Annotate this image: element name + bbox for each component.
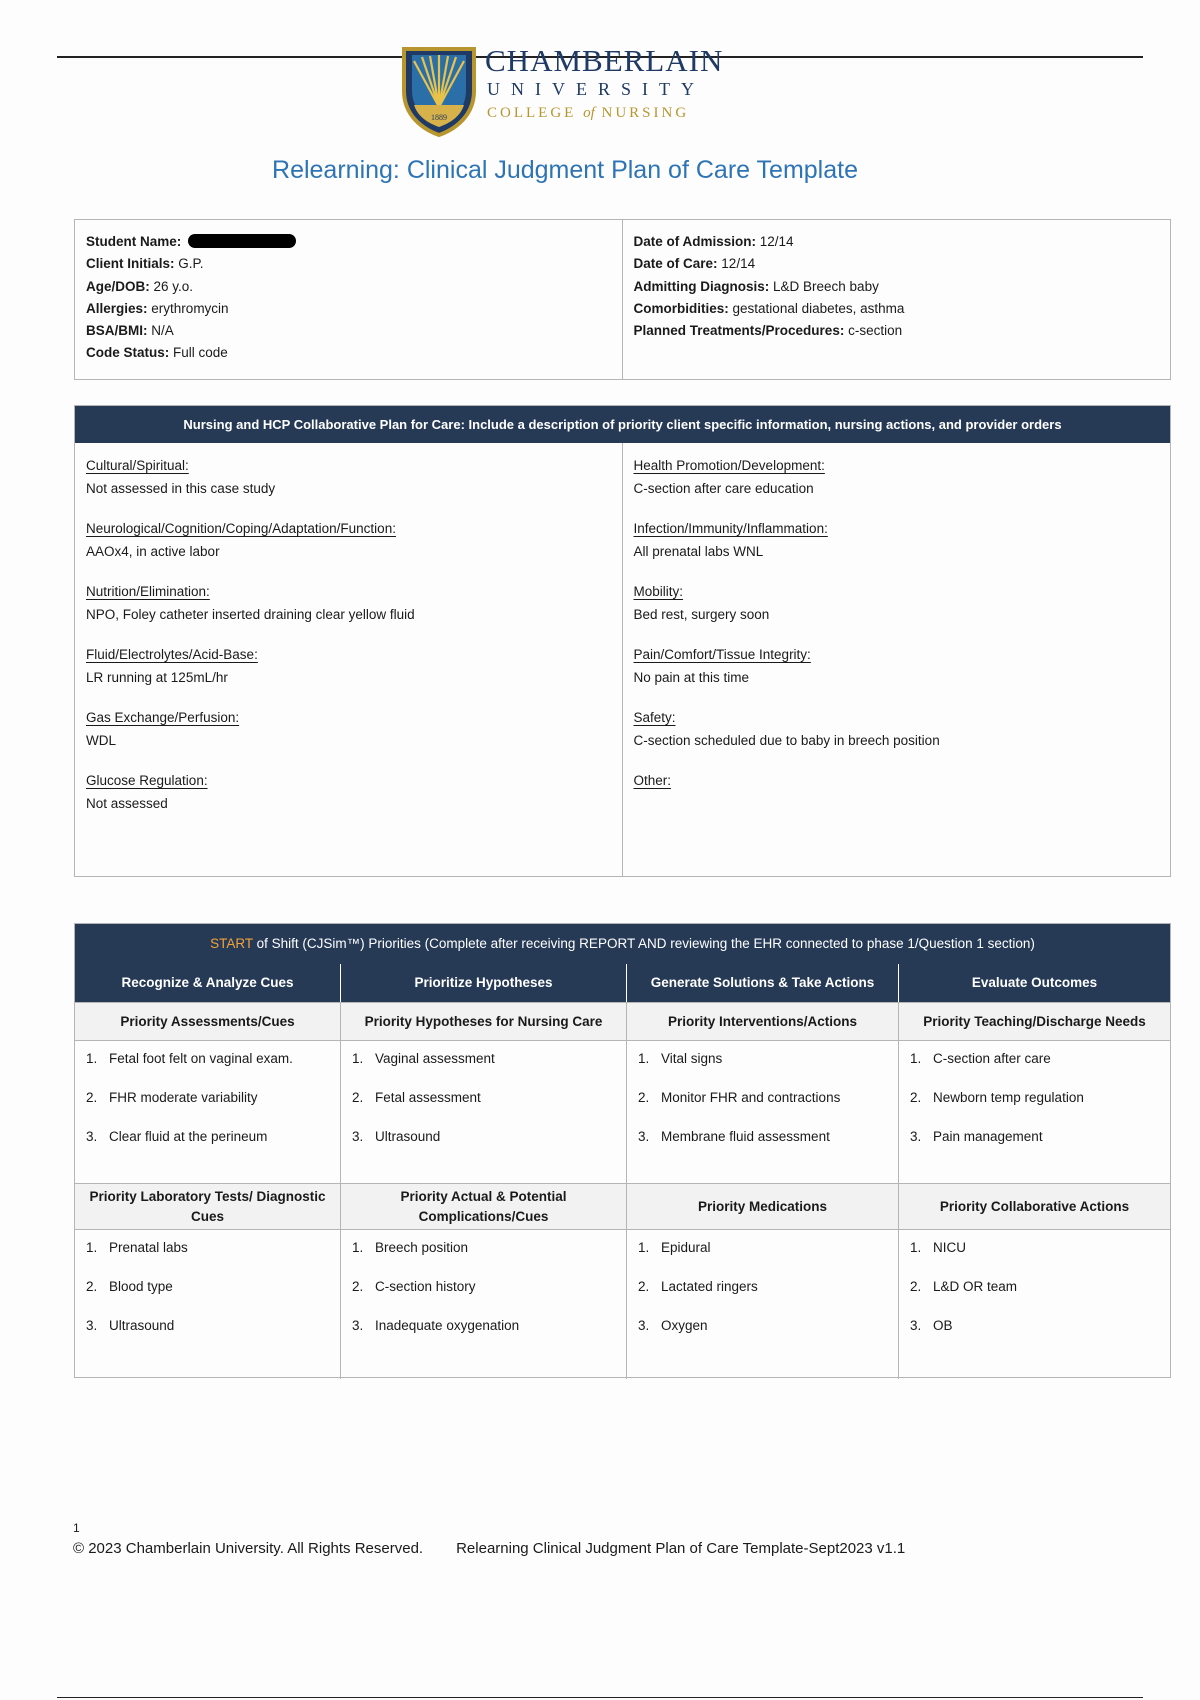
- care-category: [86, 707, 611, 752]
- list-text: Inadequate oxygenation: [375, 1318, 520, 1333]
- priority-cell: [75, 1230, 341, 1379]
- list-item: [638, 1316, 887, 1355]
- info-label: Comorbidities:: [633, 300, 729, 316]
- priority-cell: [75, 1041, 341, 1183]
- redaction-bar: [188, 234, 296, 248]
- list-text: Clear fluid at the perineum: [109, 1129, 268, 1144]
- category-value: LR running at 125mL/hr: [86, 670, 228, 685]
- info-label: Planned Treatments/Procedures:: [633, 323, 845, 339]
- list-number: 1.: [910, 1240, 922, 1255]
- shift-header-text: of Shift (CJSim™) Priorities (Complete after receiving REPORT AND reviewing the EHR connected to phase 1/Question 1 section): [252, 936, 1035, 951]
- care-category: [634, 455, 1160, 500]
- list-number: 2.: [638, 1279, 650, 1294]
- list-text: Fetal foot felt on vaginal exam.: [109, 1051, 293, 1066]
- priority-cell: [627, 1230, 899, 1379]
- list-item: [910, 1238, 1159, 1277]
- priority-list: [910, 1238, 1159, 1355]
- info-label: Age/DOB:: [86, 278, 150, 294]
- priority-subheader-text: Priority Assessments/Cues: [120, 1013, 295, 1029]
- info-value: L&D Breech baby: [773, 278, 879, 294]
- logo-line-2: UNIVERSITY: [487, 79, 705, 99]
- info-value: 12/14: [759, 234, 794, 249]
- list-text: Blood type: [109, 1279, 173, 1294]
- category-label: Nutrition/Elimination:: [86, 584, 210, 599]
- info-value: 26 y.o.: [153, 278, 194, 294]
- priority-subheader-text: Priority Actual & Potential Complications/Cues: [400, 1188, 567, 1224]
- category-label: Pain/Comfort/Tissue Integrity:: [633, 647, 811, 662]
- info-label: Date of Admission:: [633, 234, 757, 249]
- priority-list: [86, 1238, 329, 1355]
- care-category: [86, 644, 611, 689]
- info-row: [634, 320, 1160, 342]
- list-number: 3.: [638, 1318, 650, 1333]
- info-row: [86, 276, 611, 298]
- list-number: 2.: [352, 1279, 364, 1294]
- category-label: Neurological/Cognition/Coping/Adaptation/Function:: [86, 521, 396, 536]
- category-value: C-section after care education: [633, 481, 814, 496]
- step-header: Recognize & Analyze Cues: [75, 964, 341, 1002]
- list-number: 1.: [638, 1240, 650, 1255]
- care-category: [86, 581, 611, 626]
- care-plan-table: [74, 405, 1171, 877]
- info-value: gestational diabetes, asthma: [732, 300, 905, 316]
- info-row: [634, 298, 1160, 320]
- list-number: 2.: [86, 1279, 98, 1294]
- priority-subheader-text: Priority Medications: [697, 1198, 828, 1214]
- priority-subheader-text: Priority Hypotheses for Nursing Care: [364, 1013, 603, 1029]
- category-label: Safety:: [633, 710, 676, 725]
- category-value: All prenatal labs WNL: [633, 544, 764, 559]
- list-item: [352, 1127, 615, 1166]
- priority-cell: [341, 1041, 627, 1183]
- category-value: Bed rest, surgery soon: [633, 607, 770, 622]
- priority-lists-1: [75, 1041, 1170, 1183]
- priority-list: [86, 1049, 329, 1166]
- list-item: [352, 1277, 615, 1316]
- category-value: Not assessed in this case study: [86, 481, 276, 496]
- list-number: 3.: [352, 1318, 364, 1333]
- list-number: 2.: [352, 1090, 364, 1105]
- shift-header: [75, 924, 1170, 964]
- info-row: [86, 253, 611, 275]
- info-value: N/A: [151, 323, 174, 339]
- list-item: [86, 1088, 329, 1127]
- category-label: Cultural/Spiritual:: [86, 458, 189, 473]
- list-text: Vaginal assessment: [375, 1051, 495, 1066]
- list-item: [910, 1316, 1159, 1355]
- page-number: 1: [73, 1521, 80, 1535]
- category-value: No pain at this time: [633, 670, 750, 685]
- list-item: [86, 1277, 329, 1316]
- logo-of: of: [583, 105, 595, 121]
- list-text: Monitor FHR and contractions: [661, 1090, 841, 1105]
- category-value: AAOx4, in active labor: [86, 544, 220, 559]
- shield-year: 1889: [431, 113, 447, 122]
- page-title: Relearning: Clinical Judgment Plan of Care Template: [272, 156, 858, 184]
- priority-headers-2: [75, 1183, 1170, 1230]
- care-category: [634, 770, 1160, 815]
- info-value: erythromycin: [151, 300, 229, 316]
- list-item: [638, 1049, 887, 1088]
- priority-subheader-text: Priority Laboratory Tests/ Diagnostic Cues: [89, 1188, 326, 1224]
- logo-line-1: CHAMBERLAIN: [485, 43, 724, 78]
- priority-subheader: [627, 1002, 899, 1041]
- shield-icon: [400, 45, 478, 137]
- list-text: Ultrasound: [375, 1129, 441, 1144]
- list-item: [910, 1049, 1159, 1088]
- info-label: Date of Care:: [633, 256, 718, 272]
- info-value: c-section: [848, 323, 903, 339]
- info-value: G.P.: [178, 256, 204, 272]
- care-plan-right: [623, 443, 1171, 876]
- list-text: Prenatal labs: [109, 1240, 188, 1255]
- list-number: 3.: [910, 1318, 922, 1333]
- list-item: [86, 1127, 329, 1166]
- care-plan-left: [75, 443, 623, 876]
- list-number: 1.: [352, 1051, 364, 1066]
- clinical-judgment-steps: [75, 964, 1170, 1002]
- info-row: [86, 231, 611, 253]
- list-number: 1.: [86, 1051, 98, 1066]
- category-value: NPO, Foley catheter inserted draining clear yellow fluid: [86, 607, 415, 622]
- care-category: [86, 455, 611, 500]
- shift-priorities-table: [74, 923, 1171, 1378]
- copyright: © 2023 Chamberlain University. All Rights Reserved.: [73, 1540, 424, 1557]
- list-item: [910, 1088, 1159, 1127]
- info-row: [634, 276, 1160, 298]
- info-value: 12/14: [721, 256, 756, 272]
- list-text: NICU: [933, 1240, 966, 1255]
- list-text: Vital signs: [661, 1051, 723, 1066]
- list-text: Membrane fluid assessment: [661, 1129, 830, 1144]
- step-header: Prioritize Hypotheses: [341, 964, 627, 1002]
- category-value: Not assessed: [86, 796, 168, 811]
- priority-list: [352, 1238, 615, 1355]
- list-text: C-section after care: [933, 1051, 1051, 1066]
- list-item: [638, 1088, 887, 1127]
- info-row: [86, 320, 611, 342]
- shift-header-start: START: [210, 936, 253, 951]
- care-category: [86, 518, 611, 563]
- list-number: 3.: [86, 1318, 98, 1333]
- list-text: Pain management: [933, 1129, 1043, 1144]
- list-item: [638, 1277, 887, 1316]
- category-label: Gas Exchange/Perfusion:: [86, 710, 240, 725]
- info-label: Student Name:: [86, 234, 182, 249]
- priority-lists-2: [75, 1230, 1170, 1379]
- info-value: Full code: [173, 345, 228, 361]
- care-category: [634, 518, 1160, 563]
- logo-college: COLLEGE: [487, 105, 577, 121]
- priority-list: [352, 1049, 615, 1166]
- list-text: Oxygen: [661, 1318, 708, 1333]
- list-text: FHR moderate variability: [109, 1090, 258, 1105]
- list-number: 3.: [352, 1129, 364, 1144]
- list-number: 1.: [910, 1051, 922, 1066]
- info-label: BSA/BMI:: [86, 323, 148, 339]
- priority-subheader: [75, 1002, 341, 1041]
- list-number: 3.: [910, 1129, 922, 1144]
- priority-subheader: [627, 1183, 899, 1230]
- list-text: C-section history: [375, 1279, 476, 1294]
- list-item: [86, 1049, 329, 1088]
- category-value: [634, 792, 1160, 815]
- list-number: 1.: [352, 1240, 364, 1255]
- care-category: [634, 644, 1160, 689]
- patient-info-right: [623, 220, 1171, 379]
- list-number: 2.: [910, 1279, 922, 1294]
- list-item: [86, 1238, 329, 1277]
- category-value: WDL: [86, 733, 116, 748]
- info-label: Admitting Diagnosis:: [633, 278, 770, 294]
- step-header: Evaluate Outcomes: [899, 964, 1170, 1002]
- category-label: Mobility:: [633, 584, 684, 599]
- priority-list: [638, 1238, 887, 1355]
- priority-subheader: [899, 1183, 1170, 1230]
- priority-subheader: [75, 1183, 341, 1230]
- info-label: Allergies:: [86, 300, 148, 316]
- list-text: L&D OR team: [933, 1279, 1018, 1294]
- list-number: 1.: [638, 1051, 650, 1066]
- priority-list: [638, 1049, 887, 1166]
- priority-subheader: [899, 1002, 1170, 1041]
- info-row: [86, 298, 611, 320]
- logo-line-3: [487, 101, 723, 125]
- list-item: [352, 1238, 615, 1277]
- logo-nursing: NURSING: [601, 105, 690, 121]
- list-item: [86, 1316, 329, 1355]
- list-text: Lactated ringers: [661, 1279, 758, 1294]
- patient-info-left: [75, 220, 623, 379]
- list-item: [352, 1316, 615, 1355]
- priority-cell: [627, 1041, 899, 1183]
- care-category: [634, 581, 1160, 626]
- category-value: C-section scheduled due to baby in breech position: [633, 733, 940, 748]
- info-row: [634, 231, 1160, 253]
- list-item: [352, 1049, 615, 1088]
- care-category: [86, 770, 611, 815]
- patient-info-table: [74, 219, 1171, 380]
- category-label: Health Promotion/Development:: [633, 458, 825, 473]
- list-number: 2.: [86, 1090, 98, 1105]
- list-number: 2.: [638, 1090, 650, 1105]
- step-header: Generate Solutions & Take Actions: [627, 964, 899, 1002]
- list-text: Newborn temp regulation: [933, 1090, 1084, 1105]
- list-number: 3.: [86, 1129, 98, 1144]
- priority-subheader: [341, 1002, 627, 1041]
- list-number: 3.: [638, 1129, 650, 1144]
- list-text: Ultrasound: [109, 1318, 175, 1333]
- category-label: Fluid/Electrolytes/Acid-Base:: [86, 647, 258, 662]
- list-text: Epidural: [661, 1240, 711, 1255]
- priority-cell: [899, 1041, 1170, 1183]
- care-category: [634, 707, 1160, 752]
- info-label: Client Initials:: [86, 256, 175, 272]
- category-label: Infection/Immunity/Inflammation:: [633, 521, 828, 536]
- list-item: [910, 1127, 1159, 1166]
- list-text: OB: [933, 1318, 953, 1333]
- priority-cell: [341, 1230, 627, 1379]
- priority-subheader-text: Priority Interventions/Actions: [667, 1013, 858, 1029]
- list-text: Breech position: [375, 1240, 469, 1255]
- list-item: [910, 1277, 1159, 1316]
- list-item: [352, 1088, 615, 1127]
- priority-cell: [899, 1230, 1170, 1379]
- category-label: Glucose Regulation:: [86, 773, 208, 788]
- info-row: [634, 253, 1160, 275]
- page-footer: [73, 1521, 905, 1557]
- bottom-rule: [57, 1697, 1143, 1698]
- info-row: [86, 342, 611, 364]
- list-text: Fetal assessment: [375, 1090, 481, 1105]
- priority-subheader-text: Priority Teaching/Discharge Needs: [923, 1013, 1146, 1029]
- list-number: 1.: [86, 1240, 98, 1255]
- category-label: Other:: [633, 773, 672, 788]
- document-id: Relearning Clinical Judgment Plan of Care Template-Sept2023 v1.1: [456, 1540, 906, 1557]
- chamberlain-logo: [400, 45, 735, 140]
- priority-headers-1: [75, 1002, 1170, 1041]
- list-number: 2.: [910, 1090, 922, 1105]
- list-item: [638, 1127, 887, 1166]
- priority-subheader-text: Priority Collaborative Actions: [939, 1198, 1130, 1214]
- info-label: Code Status:: [86, 345, 170, 361]
- priority-subheader: [341, 1183, 627, 1230]
- care-plan-header: Nursing and HCP Collaborative Plan for Care: Include a description of priority client specific information, nursing actions, and provider orders: [75, 406, 1170, 443]
- list-item: [638, 1238, 887, 1277]
- priority-list: [910, 1049, 1159, 1166]
